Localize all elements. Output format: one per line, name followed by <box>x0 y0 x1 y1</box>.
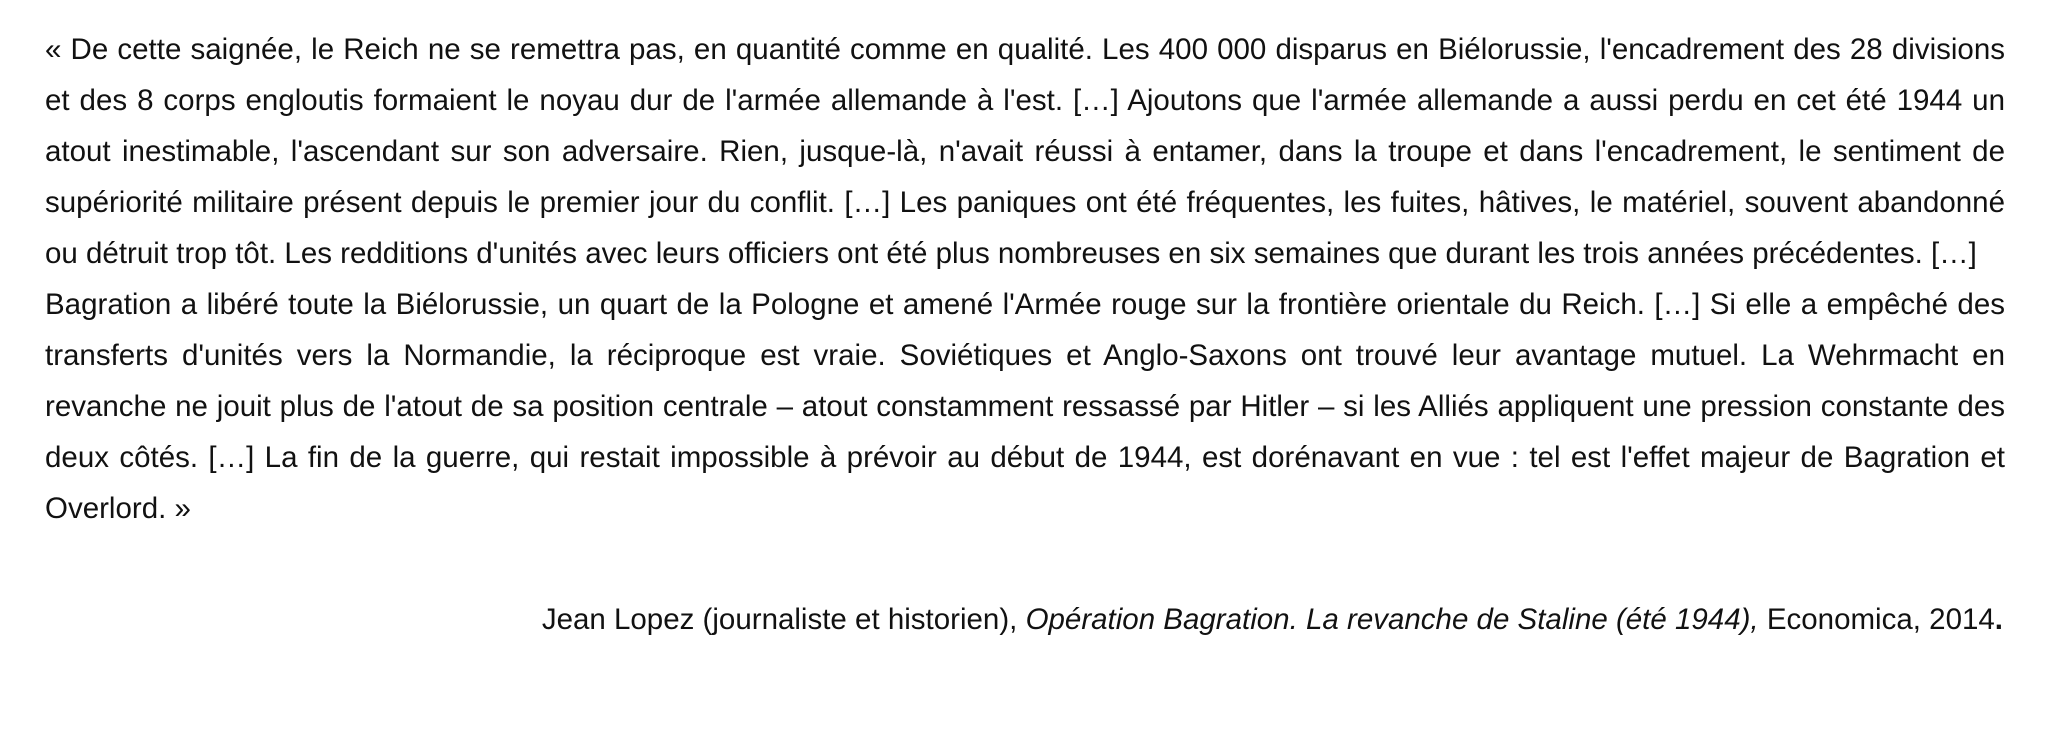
source-citation <box>45 594 2005 645</box>
citation-book-title: Opération Bagration. La revanche de Staline (été 1944), <box>1025 603 1759 636</box>
document-excerpt <box>45 24 2005 645</box>
citation-author: Jean Lopez (journaliste et historien), <box>541 603 1026 636</box>
quote-paragraph-2: Bagration a libéré toute la Biélorussie, un quart de la Pologne et amené l'Armée rouge sur la frontière orientale du Reich. […] Si elle a empêché des transferts d'unités vers la Normandie, la réciproque est vraie. Soviétiques et Anglo-Saxons ont trouvé leur avantage mutuel. La Wehrmacht en revanche ne jouit plus de l'atout de sa position centrale – atout constamment ressassé par Hitler – si les Alliés appliquent une pression constante des deux côtés. […] La fin de la guerre, qui restait impossible à prévoir au début de 1944, est dorénavant en vue : tel est l'effet majeur de Bagration et Overlord. » <box>45 288 2005 525</box>
citation-end-mark: . <box>1994 603 2003 636</box>
citation-publisher: Economica, 2014 <box>1758 603 1995 636</box>
quote-block <box>45 24 2005 534</box>
quote-paragraph-1: « De cette saignée, le Reich ne se remettra pas, en quantité comme en qualité. Les 400 000 disparus en Biélorussie, l'encadrement des 28 divisions et des 8 corps engloutis formaient le noyau dur de l'armée allemande à l'est. […] Ajoutons que l'armée allemande a aussi perdu en cet été 1944 un atout inestimable, l'ascendant sur son adversaire. Rien, jusque-là, n'avait réussi à entamer, dans la troupe et dans l'encadrement, le sentiment de supériorité militaire présent depuis le premier jour du conflit. […] Les paniques ont été fréquentes, les fuites, hâtives, le matériel, souvent abandonné ou détruit trop tôt. Les redditions d'unités avec leurs officiers ont été plus nombreuses en six semaines que durant les trois années précédentes. […] <box>45 33 2005 270</box>
